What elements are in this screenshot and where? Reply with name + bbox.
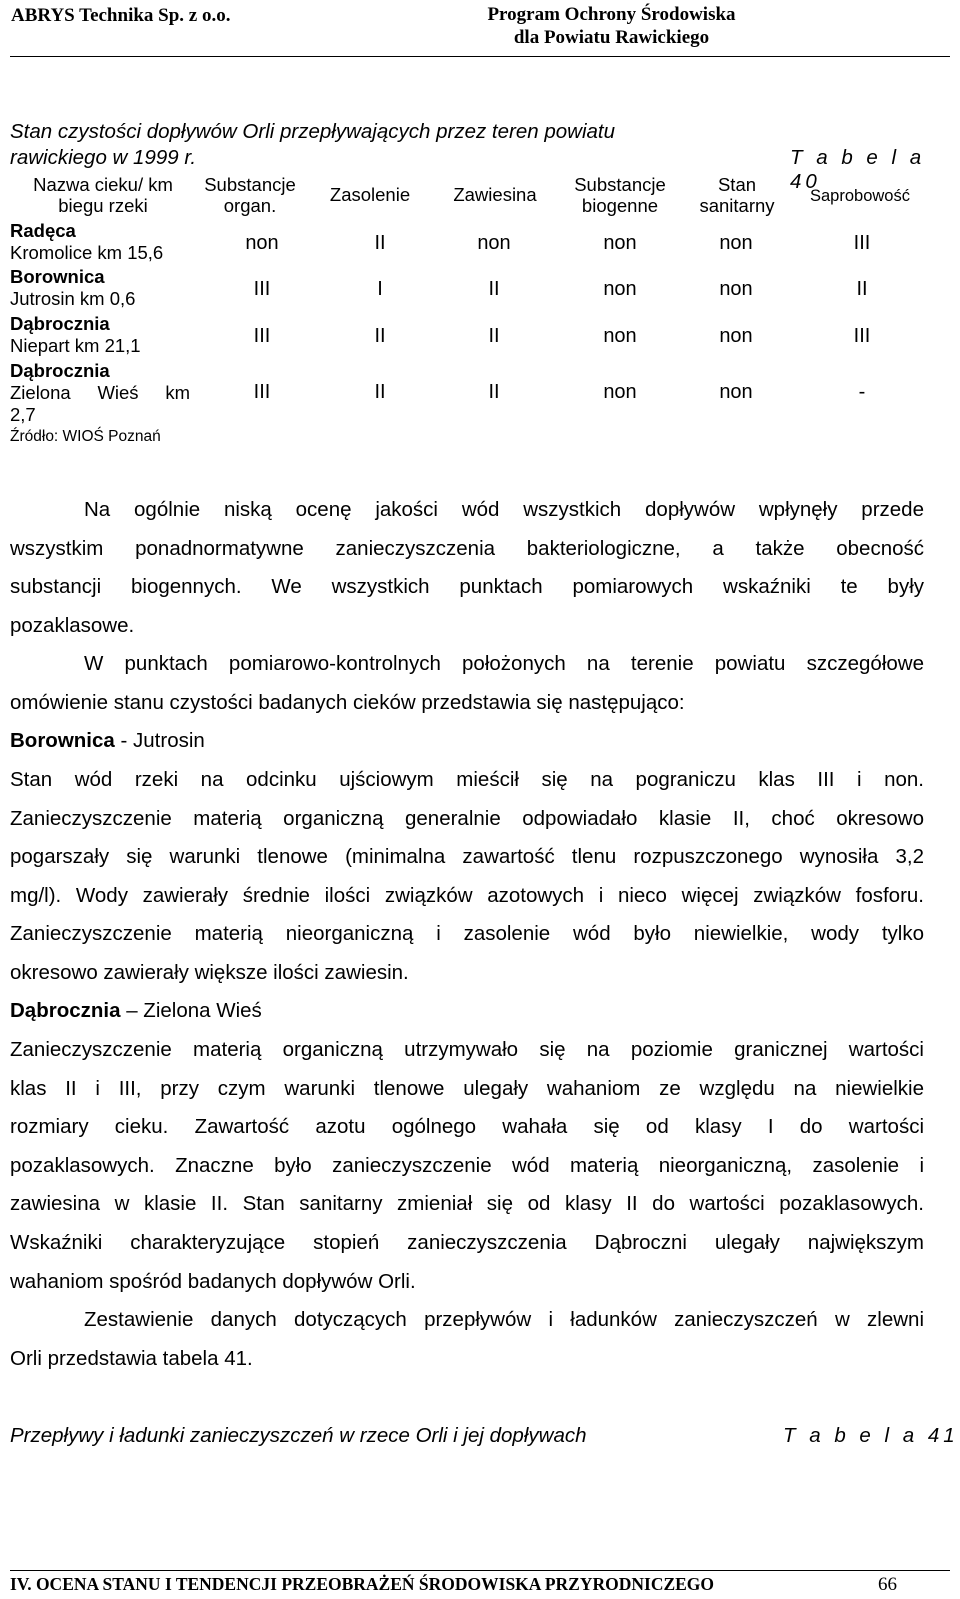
table41-label: T a b e l a 41 [783,1424,959,1447]
col-header-biogenic-line1: Substancje [574,174,666,195]
header-divider [10,56,950,57]
table-cell: non [603,278,637,300]
paragraph-dabrocznia [10,1031,924,1301]
table-cell: III [253,381,271,403]
text-line: mg/l). Wody zawierały średnie ilości związków azotowych i nieco więcej związków fosforu. [10,883,924,907]
col-header-organic-line1: Substancje [204,174,296,195]
text-line [10,992,924,1031]
heading-river-place: – Zielona Wieś [120,999,262,1022]
text-line: okresowo zawierały większe ilości zawiesin. [10,960,409,984]
table-cell: non [719,278,753,300]
table-cell: - [858,381,866,403]
text-line: pogarszały się warunki tlenowe (minimalna zawartość tlenu rozpuszczonego wynosiła 3,2 [10,845,924,869]
table-cell: non [477,232,511,254]
heading-river-place: - Jutrosin [114,729,205,752]
text-line: substancji biogennych. We wszystkich punktach pomiarowych wskaźniki te były [10,575,924,599]
text-line: klas II i III, przy czym warunki tlenowe ulegały wahaniom ze względu na niewielkie [10,1076,924,1100]
table-cell: II [488,381,500,403]
heading-borownica [10,722,924,761]
table-row-name [10,360,196,426]
table-cell: non [603,381,637,403]
text-line: Stan wód rzeki na odcinku ujściowym mieścił się na pograniczu klas III i non. [10,768,924,791]
table-cell: III [253,278,271,300]
header-program-line2: dla Powiatu Rawickiego [513,27,710,48]
text-line: pozaklasowych. Znaczne było zanieczyszczenie wód materią nieorganiczną, zasolenie i [10,1153,924,1177]
river-place: Jutrosin km 0,6 [10,288,136,309]
col-header-name-line1: Nazwa cieku/ km [33,174,173,195]
table-cell: non [719,325,753,347]
table41-caption: Przepływy i ładunki zanieczyszczeń w rzece Orli i jej dopływach [10,1424,587,1447]
text-line [10,722,924,761]
col-header-biogenic [566,174,674,216]
table-cell: II [856,278,868,300]
col-header-sanitary-line1: Stan [717,174,757,195]
table-cell: non [603,325,637,347]
table40-caption-line2: rawickiego w 1999 r. [10,146,197,169]
text-line: Wskaźniki charakteryzujące stopień zanieczyszczenia Dąbroczni ulegały największym [10,1230,924,1254]
footer-chapter: IV. OCENA STANU I TENDENCJI PRZEOBRAŻEŃ ŚRODOWISKA PRZYRODNICZEGO [10,1574,715,1594]
text-line: Zanieczyszczenie materią organiczną utrzymywało się na poziomie granicznej wartości [10,1038,924,1061]
table40-source: Źródło: WIOŚ Poznań [10,428,161,445]
heading-river-name: Dąbrocznia [10,999,121,1022]
table-row-name [10,220,196,264]
text-line: Orli przedstawia tabela 41. [10,1346,253,1370]
river-name: Borownica [10,266,105,287]
river-place-km: 2,7 [10,404,36,425]
paragraph-borownica [10,761,924,993]
river-place [10,382,190,404]
paragraph-2 [10,645,924,722]
paragraph-1 [10,491,924,645]
col-header-organic-line2: organ. [223,195,277,216]
river-name: Dąbrocznia [10,360,110,381]
col-header-saprobity: Saprobowość [810,187,910,205]
table-row-name [10,313,196,357]
river-place: Niepart km 21,1 [10,335,141,356]
header-program [459,3,764,49]
table-cell: I [377,278,383,300]
river-place-part: Zielona [10,382,71,403]
text-line: Zanieczyszczenie materią organiczną generalnie odpowiadało klasie II, choć okresowo [10,806,924,830]
table-cell: II [374,325,386,347]
table-cell: III [853,325,871,347]
heading-dabrocznia [10,992,924,1031]
table-cell: non [245,232,279,254]
header-program-line1: Program Ochrony Środowiska [487,4,736,25]
heading-river-name: Borownica [10,729,115,752]
text-line: rozmiary cieku. Zawartość azotu ogólnego wahała się od klasy I do wartości [10,1115,924,1139]
table40-caption-line1: Stan czystości dopływów Orli przepływających przez teren powiatu [10,120,616,143]
col-header-organic [200,174,300,216]
table-cell: non [719,232,753,254]
text-line: Zestawienie danych dotyczących przepływów i ładunków zanieczyszczeń w zlewni [84,1308,924,1331]
river-name: Radęca [10,220,76,241]
river-name: Dąbrocznia [10,313,110,334]
footer-divider [10,1570,950,1571]
table-cell: II [374,381,386,403]
text-line: pozaklasowe. [10,613,135,637]
text-line: Na ogólnie niską ocenę jakości wód wszystkich dopływów wpłynęły przede [84,498,924,521]
text-line: omówienie stanu czystości badanych cieków przedstawia się następująco: [10,690,685,714]
text-line: Zanieczyszczenie materią nieorganiczną i zasolenie wód było niewielkie, wody tylko [10,922,924,946]
table-row-name [10,266,196,310]
header-company: ABRYS Technika Sp. z o.o. [11,5,231,26]
table-cell: II [374,232,386,254]
table-cell: III [853,232,871,254]
col-header-name-line2: biegu rzeki [58,195,148,216]
text-line: zawiesina w klasie II. Stan sanitarny zmieniał się od klasy II do wartości pozaklasowych. [10,1192,924,1216]
table-cell: non [719,381,753,403]
paragraph-5 [10,1301,924,1378]
river-place-part: km [165,382,190,403]
col-header-sanitary [690,174,784,216]
river-place-part: Wieś [97,382,139,403]
col-header-name [10,174,196,216]
col-header-biogenic-line2: biogenne [581,195,659,216]
table-cell: non [603,232,637,254]
text-line: wszystkim ponadnormatywne zanieczyszczenia bakteriologiczne, a także obecność [10,536,924,560]
table40-label: T a b e l a 40 [790,146,926,193]
page-number: 66 [878,1574,897,1595]
table-cell: II [488,325,500,347]
river-place: Kromolice km 15,6 [10,242,164,263]
text-line: wahaniom spośród badanych dopływów Orli. [10,1269,416,1293]
col-header-suspension: Zawiesina [453,184,537,205]
table-cell: II [488,278,500,300]
text-line: W punktach pomiarowo-kontrolnych położonych na terenie powiatu szczegółowe [84,652,924,675]
col-header-salinity: Zasolenie [329,184,411,205]
table-cell: III [253,325,271,347]
col-header-sanitary-line2: sanitarny [699,195,775,216]
